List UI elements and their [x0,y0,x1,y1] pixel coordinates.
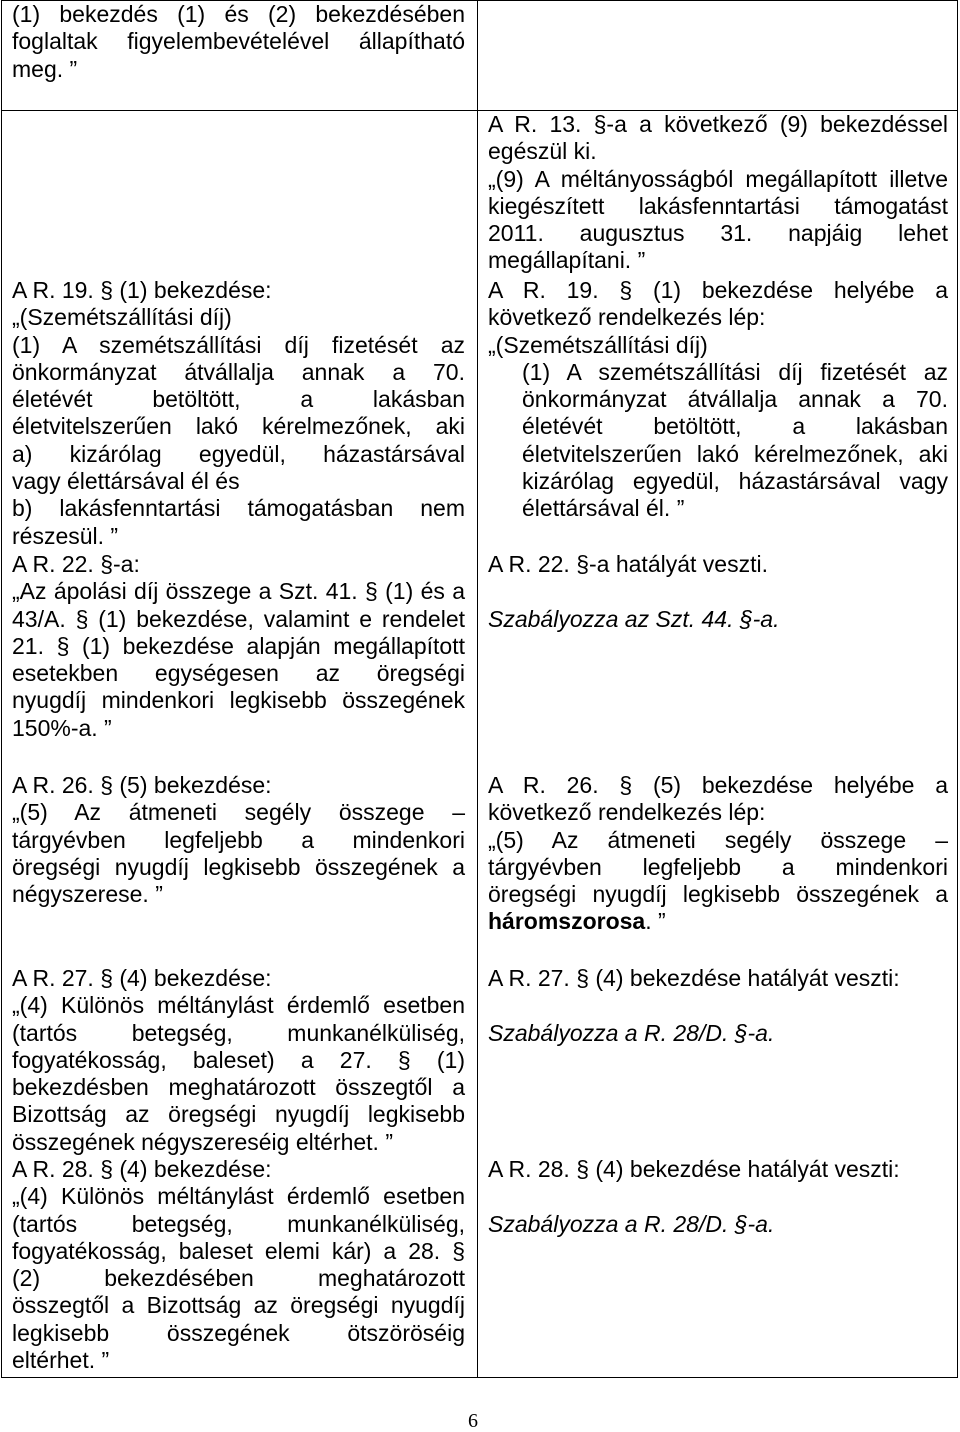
current-provision-r19 [12,277,465,550]
provision-reference: A R. 13. §-a a következő (9) bekezdéssel [488,111,948,137]
text-line: következő rendelkezés lép: [488,304,766,331]
text-line: öregségi nyugdíj legkisebb összegének a [488,881,948,908]
text-line: megállapítani. ” [488,247,646,274]
amendment-note: Szabályozza a R. 28/D. §-a. [488,1210,775,1237]
provision-reference: A R. 26. § (5) bekezdése: [12,772,272,798]
text-line: tárgyévben legfeljebb a mindenkori [488,853,948,880]
provision-reference: A R. 27. § (4) bekezdése: [12,965,272,991]
text-line [488,908,948,935]
provision-reference: A R. 26. § (5) bekezdése helyébe a [488,772,948,798]
amendment-note: Szabályozza az Szt. 44. §-a. [488,605,780,632]
text-line: esetekben egységesen az öregségi [12,660,465,687]
text-line: önkormányzat átvállalja annak a 70. [522,386,948,413]
text-line: életévét betöltött, a lakásban [12,386,465,413]
comparison-table [1,0,958,1378]
text-line: egészül ki. [488,138,597,165]
text-line: tárgyévben legfeljebb a mindenkori [12,826,465,853]
bold-text: háromszorosa [488,908,646,935]
text-line: (1) A szemétszállítási díj fizetését az [12,331,465,358]
amendment-r19 [488,277,948,523]
text-line: öregségi nyugdíj legkisebb összegének a [12,853,465,880]
text-line: 43/A. § (1) bekezdése, valamint e rendelet [12,605,465,632]
amendment-note: Szabályozza a R. 28/D. §-a. [488,1019,775,1046]
text-line: „(Szemétszállítási díj) [12,304,232,331]
text-line: kizárólag egyedül, házastársával vagy [522,468,948,495]
text-line: „(4) Különös méltánylást érdemlő esetben [12,992,465,1019]
provision-reference: A R. 19. § (1) bekezdése: [12,277,272,303]
amendment-r27 [488,965,948,1047]
current-provision-r22 [12,551,465,742]
text-line: kiegészített lakásfenntartási támogatást [488,192,948,219]
text-line: „(5) Az átmeneti segély összege – [12,799,465,826]
provision-reference: A R. 27. § (4) bekezdése hatályát veszti: [488,965,900,991]
text-line: négyszerese. ” [12,881,163,908]
text-line: „Az ápolási díj összege a Szt. 41. § (1) és a [12,578,465,605]
table-cell-current-text [1,110,478,1378]
provision-reference: A R. 19. § (1) bekezdése helyébe a [488,277,948,303]
page-number: 6 [468,1410,478,1432]
text-line: eltérhet. ” [12,1347,110,1374]
text-line: vagy élettársával él és [12,468,240,495]
text-line: nyugdíj mindenkori legkisebb összegének [12,687,465,714]
text-line: foglaltak figyelembevételével állapítható [12,28,465,55]
text-line: életévét betöltött, a lakásban [522,413,948,440]
provision-reference: A R. 28. § (4) bekezdése: [12,1156,272,1182]
current-provision-r26 [12,772,465,908]
amendment-r26 [488,772,948,936]
text-line: „(5) Az átmeneti segély összege – [488,826,948,853]
table-cell-current-header [1,0,478,111]
text-line: „(4) Különös méltánylást érdemlő esetben [12,1183,465,1210]
text-line: 2011. augusztus 31. napjáig lehet [488,220,948,247]
current-provision-r28 [12,1156,465,1374]
text-line: önkormányzat átvállalja annak a 70. [12,358,465,385]
text-line: életvitelszerűen lakó kérelmezőnek, aki [12,413,465,440]
table-cell-amendment-text [477,110,958,1378]
text-line: bekezdésben meghatározott összegtől a [12,1074,465,1101]
current-provision-intro [12,1,465,83]
current-provision-r27 [12,965,465,1156]
text-line: b) lakásfenntartási támogatásban nem [12,495,465,522]
text-line: összegtől a Bizottság az öregségi nyugdíj [12,1292,465,1319]
text-line: (tartós betegség, munkanélküliség, [12,1210,465,1237]
amendment-r22 [488,551,948,633]
text-line: (1) A szemétszállítási díj fizetését az [522,358,948,385]
text-line: (1) bekezdés (1) és (2) bekezdésében [12,1,465,27]
text-line: „(9) A méltányosságból megállapított illetve [488,165,948,192]
text-line: Bizottság az öregségi nyugdíj legkisebb [12,1101,465,1128]
text-line: élettársával él. ” [522,495,685,522]
text-line: a) kizárólag egyedül, házastársával [12,440,465,467]
text-line: fogyatékosság, baleset elemi kár) a 28. § [12,1237,465,1264]
text-line: (2) bekezdésében meghatározott [12,1265,465,1292]
text-line: 150%-a. ” [12,714,112,741]
text-fragment: . ” [645,908,666,935]
table-cell-amendment-header [477,0,958,111]
text-line: (tartós betegség, munkanélküliség, [12,1019,465,1046]
amendment-r13 [488,111,948,275]
text-line: összegének négyszereséig eltérhet. ” [12,1128,393,1155]
text-line: meg. ” [12,55,78,82]
text-line: fogyatékosság, baleset) a 27. § (1) [12,1046,465,1073]
amendment-r28 [488,1156,948,1238]
provision-reference: A R. 22. §-a: [12,551,140,577]
text-line: következő rendelkezés lép: [488,799,766,826]
text-line: 21. § (1) bekezdése alapján megállapított [12,632,465,659]
text-line: életvitelszerűen lakó kérelmezőnek, aki [522,440,948,467]
provision-reference: A R. 22. §-a hatályát veszti. [488,551,768,577]
text-line: „(Szemétszállítási díj) [488,331,708,358]
text-line: legkisebb összegének ötszöröséig [12,1319,465,1346]
text-line: részesül. ” [12,522,119,549]
provision-reference: A R. 28. § (4) bekezdése hatályát veszti: [488,1156,900,1182]
